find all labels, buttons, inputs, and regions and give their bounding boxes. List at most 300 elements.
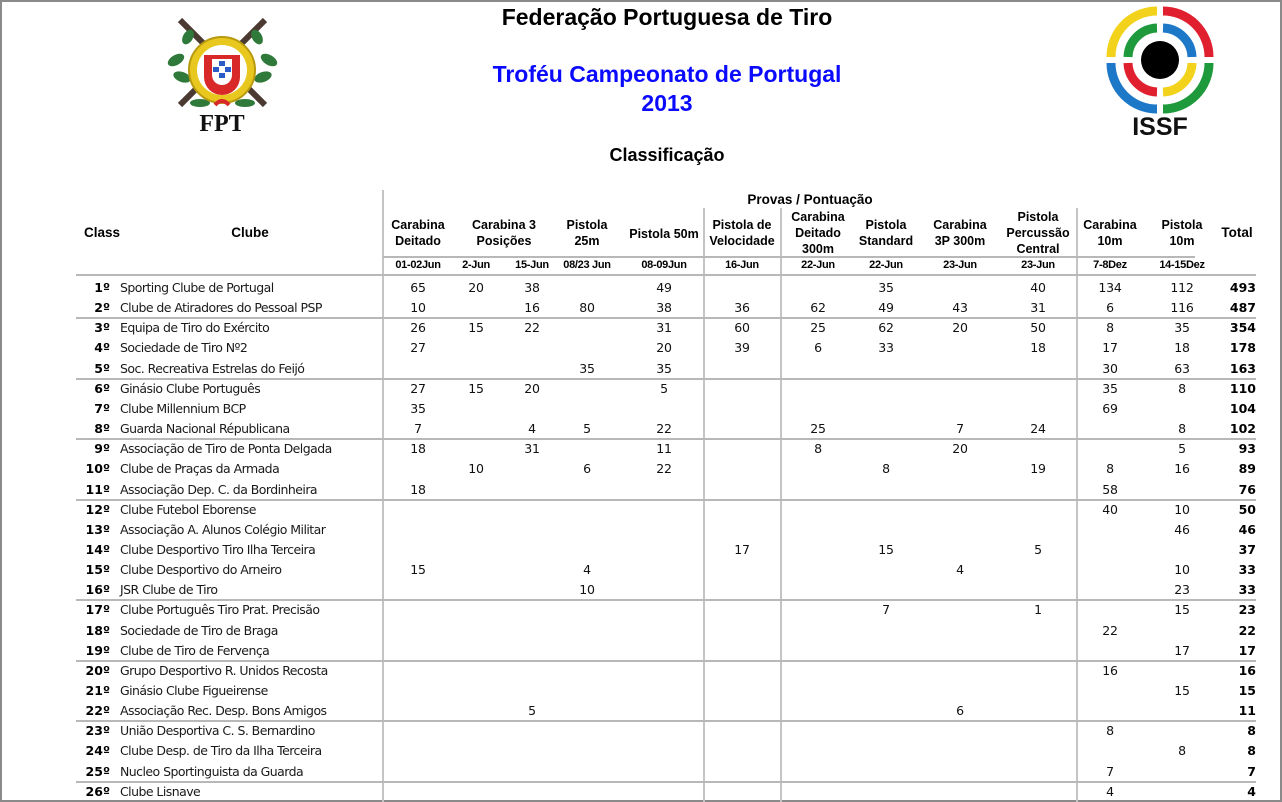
score-cell — [1013, 439, 1063, 459]
score-cell — [1157, 480, 1207, 500]
score-cell — [451, 419, 501, 439]
score-cell — [1085, 600, 1135, 620]
event-date: 2-Jun — [462, 259, 490, 271]
total-header: Total — [1221, 225, 1253, 240]
score-cell — [717, 480, 767, 500]
score-cell — [639, 600, 689, 620]
score-cell — [717, 741, 767, 761]
event-header — [385, 217, 451, 249]
total-cell: 8 — [1247, 743, 1256, 758]
rank-cell: 15º — [85, 562, 110, 577]
score-cell — [1085, 681, 1135, 701]
score-cell — [639, 661, 689, 681]
club-name-cell: Clube Desp. de Tiro da Ilha Terceira — [120, 743, 322, 758]
score-cell — [1085, 641, 1135, 661]
score-cell — [935, 661, 985, 681]
score-cell — [861, 782, 911, 802]
score-cell — [793, 701, 843, 721]
event-header — [454, 217, 554, 249]
score-cell — [1013, 480, 1063, 500]
score-cell — [451, 439, 501, 459]
score-cell: 18 — [1030, 340, 1046, 355]
club-name-cell: Clube Lisnave — [120, 784, 201, 799]
score-cell — [451, 661, 501, 681]
score-cell: 6 — [583, 461, 591, 476]
rank-cell: 13º — [85, 522, 110, 537]
score-cell — [935, 500, 985, 520]
score-cell — [935, 600, 985, 620]
table-row — [0, 278, 1282, 298]
score-cell: 24 — [1030, 421, 1046, 436]
score-cell — [1085, 580, 1135, 600]
score-cell: 8 — [882, 461, 890, 476]
rank-cell: 2º — [94, 300, 110, 315]
score-cell — [507, 681, 557, 701]
score-cell: 15 — [410, 562, 426, 577]
club-name-cell: Ginásio Clube Português — [120, 381, 261, 396]
class-header: Class — [83, 225, 121, 240]
score-cell — [1085, 701, 1135, 721]
score-cell — [507, 762, 557, 782]
club-name-cell: Sociedade de Tiro Nº2 — [120, 340, 248, 355]
score-cell — [639, 560, 689, 580]
score-cell — [793, 399, 843, 419]
event-header-line2: 10m — [1097, 234, 1123, 248]
score-cell: 11 — [656, 441, 672, 456]
score-cell — [793, 480, 843, 500]
rank-cell: 7º — [94, 401, 110, 416]
score-cell: 18 — [410, 482, 426, 497]
svg-text:FPT: FPT — [199, 111, 245, 135]
score-cell — [717, 399, 767, 419]
table-row — [0, 741, 1282, 761]
score-cell — [1157, 399, 1207, 419]
score-cell — [1085, 439, 1135, 459]
score-cell: 18 — [1174, 340, 1190, 355]
score-cell: 8 — [1178, 381, 1186, 396]
score-cell — [717, 661, 767, 681]
score-cell: 50 — [1030, 320, 1046, 335]
total-cell: 46 — [1238, 522, 1256, 537]
club-name-cell: Sociedade de Tiro de Braga — [120, 623, 278, 638]
score-cell — [1013, 681, 1063, 701]
event-header-line2: 10m — [1169, 234, 1195, 248]
event-header — [1078, 217, 1142, 249]
score-cell — [1013, 721, 1063, 741]
score-cell — [717, 621, 767, 641]
score-cell — [507, 540, 557, 560]
score-cell: 5 — [660, 381, 668, 396]
score-cell: 17 — [1174, 643, 1190, 658]
score-cell — [393, 681, 443, 701]
score-cell: 63 — [1174, 361, 1190, 376]
score-cell — [717, 379, 767, 399]
event-header-line1: Pistola 50m — [629, 227, 699, 241]
score-cell: 40 — [1030, 280, 1046, 295]
score-cell — [393, 641, 443, 661]
score-cell — [562, 318, 612, 338]
score-cell: 30 — [1102, 361, 1118, 376]
score-cell — [717, 600, 767, 620]
score-cell — [562, 338, 612, 358]
rank-cell: 10º — [85, 461, 110, 476]
score-cell: 20 — [524, 381, 540, 396]
total-cell: 16 — [1238, 663, 1256, 678]
score-cell: 15 — [468, 381, 484, 396]
score-cell — [1013, 762, 1063, 782]
score-cell — [562, 500, 612, 520]
score-cell: 8 — [1178, 743, 1186, 758]
rank-cell: 16º — [85, 582, 110, 597]
score-cell — [717, 701, 767, 721]
score-cell — [451, 600, 501, 620]
score-cell: 16 — [1174, 461, 1190, 476]
score-cell — [639, 520, 689, 540]
score-cell — [717, 762, 767, 782]
score-cell — [393, 359, 443, 379]
score-cell: 17 — [734, 542, 750, 557]
score-cell — [451, 681, 501, 701]
score-cell — [861, 741, 911, 761]
score-cell: 20 — [952, 320, 968, 335]
score-cell — [935, 278, 985, 298]
score-cell — [935, 782, 985, 802]
score-cell — [393, 782, 443, 802]
score-cell — [1157, 721, 1207, 741]
event-header-line3: 300m — [802, 242, 834, 256]
rank-cell: 4º — [94, 340, 110, 355]
score-cell — [639, 762, 689, 782]
score-cell: 33 — [878, 340, 894, 355]
score-cell — [1157, 540, 1207, 560]
score-cell — [562, 721, 612, 741]
table-row — [0, 520, 1282, 540]
total-cell: 487 — [1229, 300, 1256, 315]
table-row — [0, 600, 1282, 620]
total-cell: 178 — [1229, 340, 1256, 355]
grid-hline — [76, 274, 1256, 276]
score-cell — [935, 580, 985, 600]
score-cell — [1085, 419, 1135, 439]
score-cell — [451, 580, 501, 600]
score-cell: 4 — [956, 562, 964, 577]
event-header-line3: Central — [1016, 242, 1060, 256]
trophy-title — [0, 60, 1282, 118]
score-cell — [562, 681, 612, 701]
total-cell: 7 — [1247, 764, 1256, 779]
score-cell: 18 — [410, 441, 426, 456]
score-cell: 4 — [583, 562, 591, 577]
rank-cell: 3º — [94, 320, 110, 335]
total-cell: 4 — [1247, 784, 1256, 799]
score-cell — [935, 338, 985, 358]
score-cell — [793, 520, 843, 540]
club-name-cell: Clube de Atiradores do Pessoal PSP — [120, 300, 322, 315]
score-cell — [935, 681, 985, 701]
rank-cell: 11º — [85, 482, 110, 497]
rank-cell: 20º — [85, 663, 110, 678]
svg-text:ISSF: ISSF — [1132, 113, 1188, 140]
score-cell — [717, 359, 767, 379]
score-cell: 46 — [1174, 522, 1190, 537]
score-cell: 16 — [1102, 663, 1118, 678]
event-date: 23-Jun — [1021, 259, 1055, 271]
table-row — [0, 701, 1282, 721]
score-cell — [393, 600, 443, 620]
score-cell — [639, 641, 689, 661]
score-cell — [861, 500, 911, 520]
score-cell — [793, 379, 843, 399]
score-cell — [935, 459, 985, 479]
club-name-cell: Clube Desportivo Tiro Ilha Terceira — [120, 542, 316, 557]
score-cell: 38 — [524, 280, 540, 295]
rank-cell: 17º — [85, 602, 110, 617]
score-cell — [639, 500, 689, 520]
score-cell — [393, 540, 443, 560]
score-cell — [861, 621, 911, 641]
club-name-cell: Associação de Tiro de Ponta Delgada — [120, 441, 332, 456]
score-cell — [562, 782, 612, 802]
score-cell: 7 — [1106, 764, 1114, 779]
score-cell: 15 — [1174, 683, 1190, 698]
total-cell: 37 — [1238, 542, 1256, 557]
total-cell: 89 — [1238, 461, 1256, 476]
score-cell — [1013, 359, 1063, 379]
score-cell — [562, 701, 612, 721]
score-cell — [562, 439, 612, 459]
score-cell — [935, 540, 985, 560]
event-date: 01-02Jun — [395, 259, 441, 271]
score-cell — [717, 681, 767, 701]
score-cell — [562, 762, 612, 782]
event-header-line2: 3P 300m — [934, 234, 986, 248]
trophy-name: Troféu Campeonato de Portugal — [492, 61, 842, 87]
score-cell: 35 — [656, 361, 672, 376]
score-cell — [451, 359, 501, 379]
event-date: 23-Jun — [943, 259, 977, 271]
score-cell: 16 — [524, 300, 540, 315]
score-cell — [793, 681, 843, 701]
score-cell — [935, 359, 985, 379]
score-cell — [451, 621, 501, 641]
score-cell — [451, 701, 501, 721]
score-cell: 27 — [410, 340, 426, 355]
score-cell — [793, 459, 843, 479]
club-name-cell: Soc. Recreativa Estrelas do Feijó — [120, 361, 305, 376]
rank-cell: 22º — [85, 703, 110, 718]
score-cell — [717, 439, 767, 459]
table-row — [0, 459, 1282, 479]
score-cell — [717, 721, 767, 741]
score-cell: 17 — [1102, 340, 1118, 355]
score-cell — [393, 580, 443, 600]
score-cell — [393, 762, 443, 782]
table-row — [0, 681, 1282, 701]
score-cell: 5 — [583, 421, 591, 436]
score-cell — [861, 701, 911, 721]
score-cell — [1013, 741, 1063, 761]
event-date: 16-Jun — [725, 259, 759, 271]
event-header-line1: Pistola — [865, 218, 907, 232]
event-header-line2: Velocidade — [709, 234, 775, 248]
score-cell — [935, 399, 985, 419]
score-cell: 40 — [1102, 502, 1118, 517]
total-cell: 15 — [1238, 683, 1256, 698]
score-cell — [1013, 701, 1063, 721]
score-cell: 4 — [528, 421, 536, 436]
score-cell — [717, 580, 767, 600]
score-cell — [861, 419, 911, 439]
score-cell: 58 — [1102, 482, 1118, 497]
club-name-cell: Clube Português Tiro Prat. Precisão — [120, 602, 320, 617]
score-cell: 20 — [656, 340, 672, 355]
score-cell: 31 — [656, 320, 672, 335]
score-cell: 15 — [1174, 602, 1190, 617]
score-cell — [1157, 621, 1207, 641]
score-cell — [562, 399, 612, 419]
rank-cell: 8º — [94, 421, 110, 436]
score-cell: 6 — [1106, 300, 1114, 315]
table-row — [0, 318, 1282, 338]
score-cell: 22 — [656, 461, 672, 476]
score-cell — [1157, 661, 1207, 681]
event-header — [1150, 217, 1214, 249]
score-cell — [562, 540, 612, 560]
score-cell — [393, 741, 443, 761]
score-cell — [861, 762, 911, 782]
table-row — [0, 338, 1282, 358]
score-cell — [639, 701, 689, 721]
score-cell: 31 — [524, 441, 540, 456]
total-cell: 163 — [1229, 361, 1256, 376]
score-cell: 22 — [524, 320, 540, 335]
score-cell — [793, 359, 843, 379]
score-cell — [793, 621, 843, 641]
score-cell: 5 — [1178, 441, 1186, 456]
score-cell — [562, 379, 612, 399]
score-cell — [507, 500, 557, 520]
event-header — [923, 217, 997, 249]
total-cell: 50 — [1238, 502, 1256, 517]
score-cell: 10 — [468, 461, 484, 476]
table-row — [0, 359, 1282, 379]
score-cell: 19 — [1030, 461, 1046, 476]
club-name-cell: Grupo Desportivo R. Unidos Recosta — [120, 663, 328, 678]
club-name-cell: Sporting Clube de Portugal — [120, 280, 274, 295]
score-cell: 15 — [468, 320, 484, 335]
score-cell — [507, 399, 557, 419]
score-cell — [451, 298, 501, 318]
trophy-year: 2013 — [641, 90, 693, 116]
score-cell: 25 — [810, 320, 826, 335]
score-cell: 22 — [656, 421, 672, 436]
score-cell: 35 — [878, 280, 894, 295]
score-cell — [717, 782, 767, 802]
total-cell: 11 — [1238, 703, 1256, 718]
table-row — [0, 762, 1282, 782]
table-row — [0, 399, 1282, 419]
score-cell: 62 — [810, 300, 826, 315]
club-name-cell: Clube Millennium BCP — [120, 401, 246, 416]
club-name-cell: Clube Futebol Eborense — [120, 502, 256, 517]
score-cell — [562, 621, 612, 641]
event-header-line1: Carabina 3 — [472, 218, 536, 232]
score-cell — [793, 782, 843, 802]
score-cell — [639, 782, 689, 802]
score-cell — [793, 762, 843, 782]
score-cell — [507, 741, 557, 761]
club-name-cell: Nucleo Sportinguista da Guarda — [120, 764, 304, 779]
table-row — [0, 540, 1282, 560]
score-cell: 8 — [1106, 461, 1114, 476]
score-cell — [639, 480, 689, 500]
score-cell: 134 — [1098, 280, 1122, 295]
score-cell: 39 — [734, 340, 750, 355]
table-row — [0, 379, 1282, 399]
score-cell — [793, 600, 843, 620]
score-cell: 25 — [810, 421, 826, 436]
table-row — [0, 661, 1282, 681]
rank-cell: 23º — [85, 723, 110, 738]
total-cell: 104 — [1229, 401, 1256, 416]
score-cell — [507, 782, 557, 802]
score-cell — [393, 661, 443, 681]
score-cell — [793, 580, 843, 600]
score-cell: 10 — [1174, 562, 1190, 577]
score-cell — [639, 741, 689, 761]
score-cell — [451, 500, 501, 520]
score-cell — [393, 701, 443, 721]
event-date: 22-Jun — [801, 259, 835, 271]
score-cell — [507, 621, 557, 641]
score-cell — [639, 399, 689, 419]
score-cell — [861, 359, 911, 379]
score-cell — [861, 681, 911, 701]
total-cell: 33 — [1238, 582, 1256, 597]
event-header-line2: Deitado — [395, 234, 441, 248]
score-cell — [451, 480, 501, 500]
score-cell: 80 — [579, 300, 595, 315]
score-cell — [793, 560, 843, 580]
score-cell — [562, 520, 612, 540]
score-cell — [639, 580, 689, 600]
score-cell — [861, 379, 911, 399]
score-cell — [393, 721, 443, 741]
club-name-cell: Associação A. Alunos Colégio Militar — [120, 522, 326, 537]
rank-cell: 19º — [85, 643, 110, 658]
score-cell: 62 — [878, 320, 894, 335]
total-cell: 76 — [1238, 482, 1256, 497]
score-cell: 4 — [1106, 784, 1114, 799]
score-cell — [717, 278, 767, 298]
score-cell — [562, 480, 612, 500]
score-cell — [935, 741, 985, 761]
event-header-line2: Deitado — [795, 226, 841, 240]
event-header-line1: Carabina — [1083, 218, 1137, 232]
score-cell — [1157, 782, 1207, 802]
score-cell — [861, 721, 911, 741]
score-cell — [1085, 741, 1135, 761]
score-cell — [451, 721, 501, 741]
event-header-line1: Pistola de — [712, 218, 772, 232]
score-cell — [935, 621, 985, 641]
event-date: 08-09Jun — [641, 259, 687, 271]
score-cell: 35 — [579, 361, 595, 376]
score-cell: 7 — [956, 421, 964, 436]
score-cell — [451, 782, 501, 802]
score-cell — [562, 600, 612, 620]
score-cell — [507, 600, 557, 620]
